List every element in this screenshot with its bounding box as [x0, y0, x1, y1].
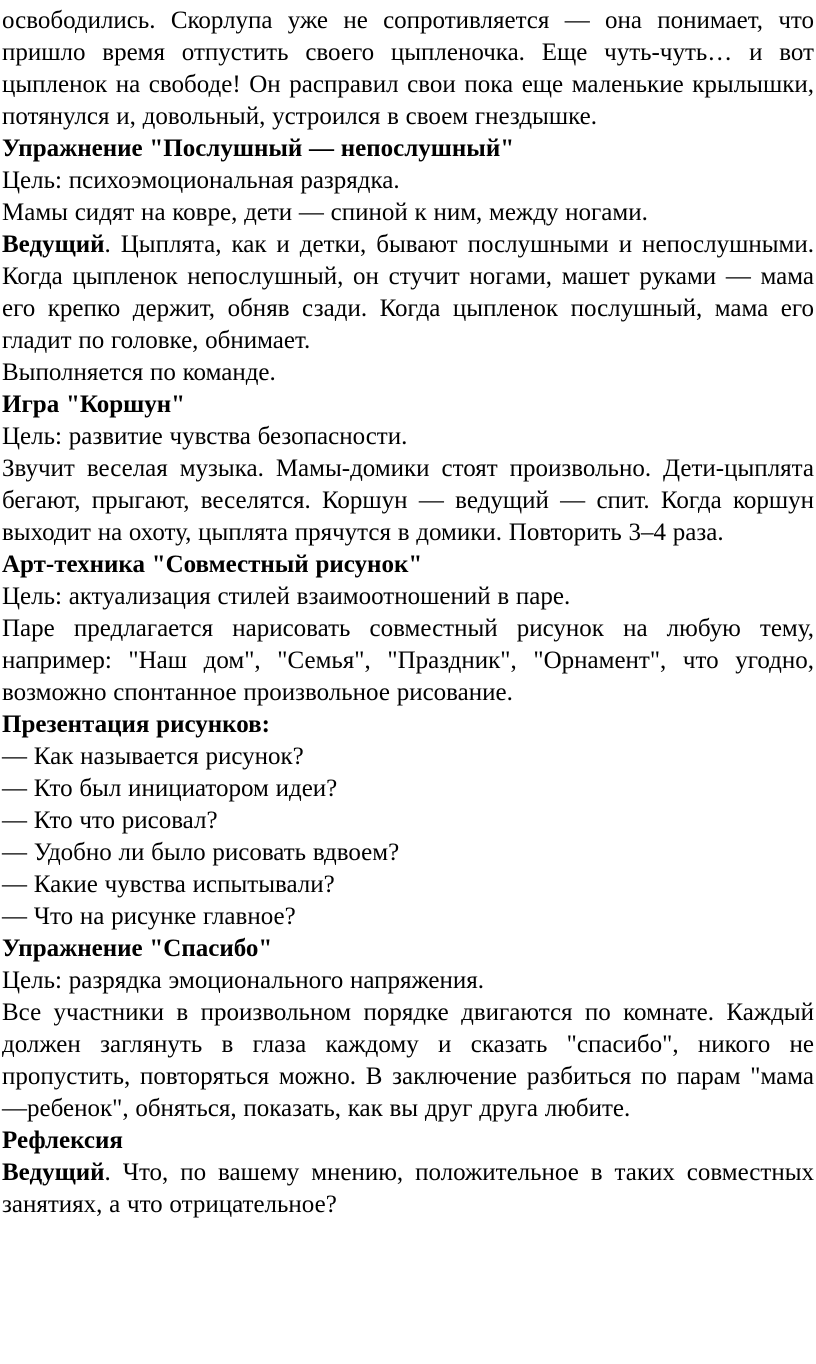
bold-text-segment: Игра "Коршун"	[2, 391, 186, 418]
bold-text-segment: Ведущий	[2, 231, 105, 258]
paragraph	[2, 837, 814, 869]
paragraph	[2, 741, 814, 773]
paragraph	[2, 5, 814, 133]
bold-text-segment: Упражнение "Послушный — непослушный"	[2, 135, 515, 162]
paragraph	[2, 901, 814, 933]
bold-text-segment: Ведущий	[2, 1159, 105, 1186]
text-segment: Выполняется по команде.	[2, 359, 276, 386]
text-segment: Цель: психоэмоциональная разрядка.	[2, 167, 400, 194]
text-segment: Мамы сидят на ковре, дети — спиной к ним, между ногами.	[2, 199, 648, 226]
document-content	[2, 5, 814, 1221]
paragraph	[2, 453, 814, 549]
text-segment: Звучит веселая музыка. Мамы-домики стоят произвольно. Дети-цыплята бегают, прыгают, веселятся. Коршун — ведущий — спит. Когда коршун выходит на охоту, цыплята прячутся в домики. Повторить 3–4 раза.	[2, 455, 814, 546]
paragraph	[2, 1157, 814, 1221]
section-heading	[2, 549, 814, 581]
paragraph	[2, 165, 814, 197]
text-segment: Цель: разрядка эмоционального напряжения.	[2, 967, 485, 994]
text-segment: — Что на рисунке главное?	[2, 903, 296, 930]
paragraph	[2, 613, 814, 709]
paragraph	[2, 229, 814, 357]
text-segment: Паре предлагается нарисовать совместный рисунок на любую тему, например: "Наш дом", "Семья", "Праздник", "Орнамент", что угодно, возможно спонтанное произвольное рисование.	[2, 615, 814, 706]
paragraph	[2, 965, 814, 997]
text-segment: Цель: развитие чувства безопасности.	[2, 423, 408, 450]
bold-text-segment: Рефлексия	[2, 1127, 123, 1154]
text-segment: освободились. Скорлупа уже не сопротивляется — она понимает, что пришло время отпустить своего цыпленочка. Еще чуть-чуть… и вот цыпленок на свободе! Он расправил свои пока еще маленькие крылышки, потянулся и, довольный, устроился в своем гнездышке.	[2, 7, 814, 130]
text-segment: Все участники в произвольном порядке двигаются по комнате. Каждый должен заглянуть в глаза каждому и сказать "спасибо", никого не пропустить, повторяться можно. В заключение разбиться по парам "мама—ребенок", обняться, показать, как вы друг друга любите.	[2, 999, 814, 1122]
text-segment: . Цыплята, как и детки, бывают послушными и непослушными. Когда цыпленок непослушный, он стучит ногами, машет руками — мама его крепко держит, обняв сзади. Когда цыпленок послушный, мама его гладит по головке, обнимает.	[2, 231, 814, 354]
paragraph	[2, 805, 814, 837]
text-segment: — Удобно ли было рисовать вдвоем?	[2, 839, 400, 866]
section-heading	[2, 933, 814, 965]
text-segment: Цель: актуализация стилей взаимоотношений в паре.	[2, 583, 571, 610]
bold-text-segment: Арт-техника "Совместный рисунок"	[2, 551, 423, 578]
bold-text-segment: Упражнение "Спасибо"	[2, 935, 273, 962]
text-segment: — Как называется рисунок?	[2, 743, 304, 770]
text-segment: . Что, по вашему мнению, положительное в таких совместных занятиях, а что отрицательное?	[2, 1159, 814, 1218]
text-segment: — Кто был инициатором идеи?	[2, 775, 338, 802]
paragraph	[2, 869, 814, 901]
paragraph	[2, 421, 814, 453]
paragraph	[2, 773, 814, 805]
paragraph	[2, 197, 814, 229]
section-heading	[2, 133, 814, 165]
paragraph	[2, 357, 814, 389]
bold-text-segment: Презентация рисунков:	[2, 711, 270, 738]
section-heading	[2, 389, 814, 421]
text-segment: — Кто что рисовал?	[2, 807, 218, 834]
section-heading	[2, 1125, 814, 1157]
paragraph	[2, 997, 814, 1125]
text-segment: — Какие чувства испытывали?	[2, 871, 335, 898]
paragraph	[2, 581, 814, 613]
section-heading	[2, 709, 814, 741]
